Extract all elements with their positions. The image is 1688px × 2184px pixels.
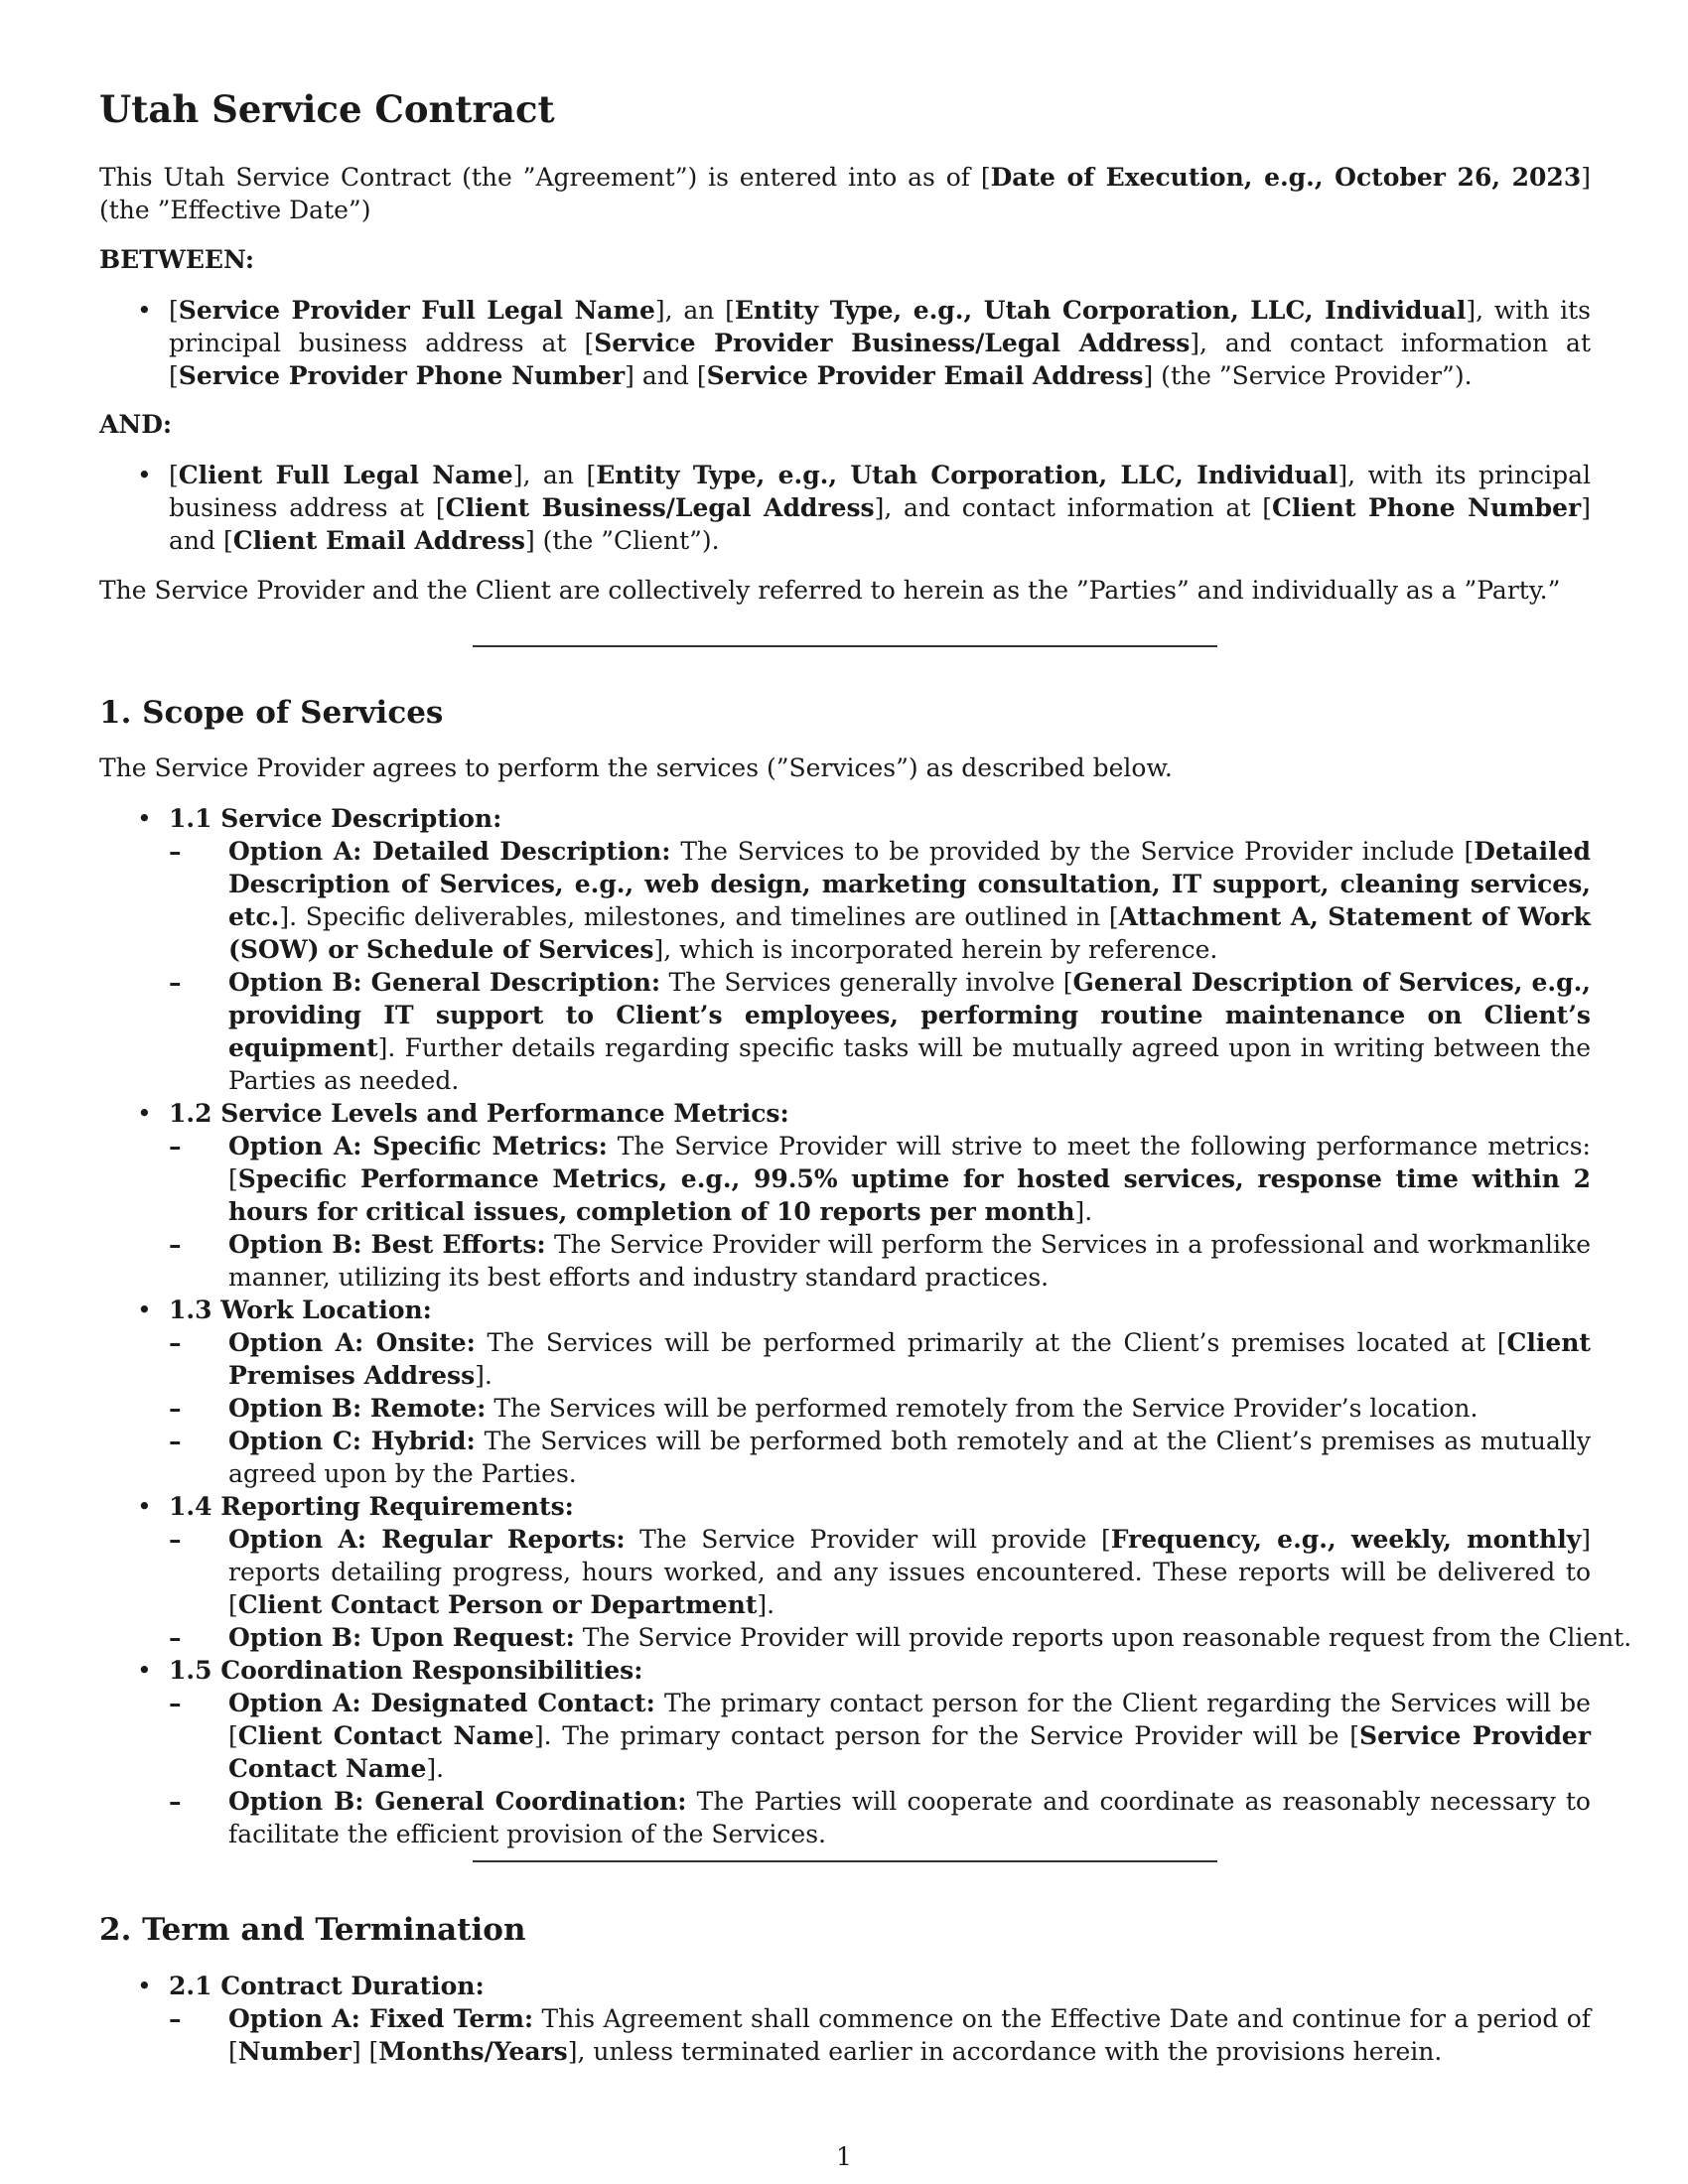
clause-option: – Option B: General Description: The Services generally involve [General Description of Services, e.g., providing IT support to Client’s employees, performing routine maintenance on Client’s equipment]. Further details regarding specific tasks will be mutually agreed upon in writing between the Parties as needed. [169,966,1591,1097]
between-label [99,243,1591,276]
clause-option: – Option B: Upon Request: The Service Provider will provide reports upon reasonable request from the Client. [169,1621,1591,1654]
clause-option: – Option B: Remote: The Services will be performed remotely from the Service Provider’s location. [169,1392,1591,1425]
clause-2-1 [99,1970,1591,2068]
provider-email-placeholder: Service Provider Email Address [706,361,1144,390]
section-1-intro: The Service Provider agrees to perform the services (”Services”) as described below. [99,753,1173,782]
intro-text: This Utah Service Contract (the ”Agreement”) is entered into as of [ [99,163,991,192]
section-divider [473,645,1217,647]
clause-label: 1.4 Reporting Requirements: [169,1492,574,1521]
clause-1-1 [99,802,1591,1097]
provider-entity-placeholder: Entity Type, e.g., Utah Corporation, LLC, Individual [734,296,1467,325]
between-label-text: BETWEEN: [99,245,255,274]
section-1-heading: 1. Scope of Services [99,695,444,731]
clause-option: – Option A: Specific Metrics: The Service Provider will strive to meet the following performance metrics: [Specific Performance Metrics, e.g., 99.5% uptime for hosted services, response time within 2 hours for critical issues, completion of 10 reports per month]. [169,1130,1591,1228]
document-title: Utah Service Contract [99,87,555,131]
clause-1-4 [99,1490,1632,1654]
clause-option: – Option A: Regular Reports: The Service Provider will provide [Frequency, e.g., weekly, monthly] reports detailing progress, hours worked, and any issues encountered. These reports will be delivered to [Client Contact Person or Department]. [169,1523,1591,1621]
provider-address-placeholder: Service Provider Business/Legal Address [594,329,1191,357]
client-entity-placeholder: Entity Type, e.g., Utah Corporation, LLC, Individual [596,461,1338,489]
clause-label: 1.1 Service Description: [169,804,502,833]
clause-option: – Option A: Fixed Term: This Agreement shall commence on the Effective Date and continue for a period of [Number] [Months/Years], unless terminated earlier in accordance with the provisions herein. [169,2002,1591,2068]
and-label [99,408,1591,441]
service-provider-item: • [Service Provider Full Legal Name], an [Entity Type, e.g., Utah Corporation, LLC, Individual], with its principal business address at [Service Provider Business/Legal Address], and contact information at [Service Provider Phone Number] and [Service Provider Email Address] (the ”Service Provider”). [99,294,1591,392]
service-provider-block [99,294,1591,392]
clause-label: 1.2 Service Levels and Performance Metrics: [169,1099,789,1128]
clause-1-5 [99,1654,1591,1850]
client-name-placeholder: Client Full Legal Name [178,461,513,489]
provider-name-placeholder: Service Provider Full Legal Name [178,296,655,325]
intro-text-end: ] (the ”Effective Date”) [99,163,1591,224]
execution-date-placeholder: Date of Execution, e.g., October 26, 2023 [990,163,1582,192]
section-1-list [99,802,1632,1850]
clause-option: – Option A: Onsite: The Services will be performed primarily at the Client’s premises located at [Client Premises Address]. [169,1326,1591,1392]
clause-option: – Option B: General Coordination: The Parties will cooperate and coordinate as reasonably necessary to facilitate the efficient provision of the Services. [169,1785,1591,1850]
intro-paragraph [99,161,1591,226]
clause-label: 2.1 Contract Duration: [169,1972,485,2000]
collective-paragraph: The Service Provider and the Client are collectively referred to herein as the ”Parties” and individually as a ”Party.” [99,576,1561,605]
section-divider [473,1860,1217,1862]
page-number: 1 [836,2142,852,2171]
clause-option: – Option B: Best Efforts: The Service Provider will perform the Services in a professional and workmanlike manner, utilizing its best efforts and industry standard practices. [169,1228,1591,1294]
clause-1-3 [99,1294,1591,1490]
client-address-placeholder: Client Business/Legal Address [445,493,875,522]
section-2-list [99,1970,1591,2068]
clause-option: – Option C: Hybrid: The Services will be performed both remotely and at the Client’s premises as mutually agreed upon by the Parties. [169,1425,1591,1490]
provider-phone-placeholder: Service Provider Phone Number [178,361,626,390]
clause-option: – Option A: Detailed Description: The Services to be provided by the Service Provider include [Detailed Description of Services, e.g., web design, marketing consultation, IT support, cleaning services, etc.]. Specific deliverables, milestones, and timelines are outlined in [Attachment A, Statement of Work (SOW) or Schedule of Services], which is incorporated herein by reference. [169,835,1591,966]
client-item: • [Client Full Legal Name], an [Entity Type, e.g., Utah Corporation, LLC, Individual], with its principal business address at [Client Business/Legal Address], and contact information at [Client Phone Number] and [Client Email Address] (the ”Client”). [99,459,1591,557]
and-label-text: AND: [99,410,173,439]
client-email-placeholder: Client Email Address [232,526,525,555]
clause-label: 1.3 Work Location: [169,1296,432,1324]
client-phone-placeholder: Client Phone Number [1271,493,1582,522]
clause-option: – Option A: Designated Contact: The primary contact person for the Client regarding the Services will be [Client Contact Name]. The primary contact person for the Service Provider will be [Service Provider Contact Name]. [169,1687,1591,1785]
client-block [99,459,1591,557]
clause-1-2 [99,1097,1591,1294]
section-2-heading: 2. Term and Termination [99,1912,526,1948]
clause-label: 1.5 Coordination Responsibilities: [169,1656,643,1685]
